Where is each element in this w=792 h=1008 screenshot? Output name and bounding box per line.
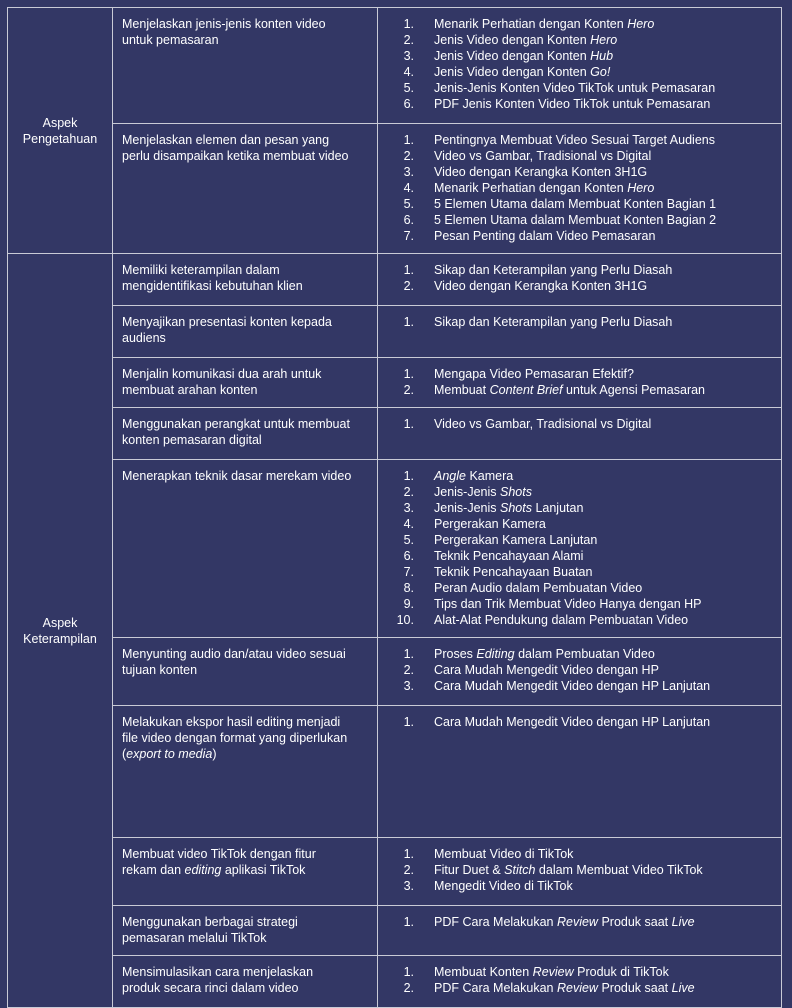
item-text: Video vs Gambar, Tradisional vs Digital	[434, 417, 652, 431]
material-item	[378, 366, 775, 382]
material-item	[378, 48, 775, 64]
item-text: PDF Cara Melakukan Review Produk saat Live	[434, 915, 695, 929]
item-number: 4.	[403, 181, 414, 195]
material-item	[378, 96, 775, 112]
material-item	[378, 862, 775, 878]
item-text: Pesan Penting dalam Video Pemasaran	[434, 229, 656, 243]
item-number: 3.	[403, 679, 414, 693]
material-item	[378, 416, 775, 432]
item-text: PDF Cara Melakukan Review Produk saat Live	[434, 981, 695, 995]
item-text: Jenis-Jenis Shots Lanjutan	[434, 501, 584, 515]
material-item	[378, 262, 775, 278]
competency-cell	[113, 838, 378, 906]
competency-text: Menjelaskan elemen dan pesan yang	[122, 133, 330, 147]
competency-text: (export to media)	[122, 747, 217, 761]
competency-cell	[113, 638, 378, 706]
item-number: 4.	[403, 65, 414, 79]
item-text: Menarik Perhatian dengan Konten Hero	[434, 181, 655, 195]
item-number: 7.	[403, 565, 414, 579]
table-row	[8, 124, 782, 254]
materials-cell	[378, 460, 782, 638]
item-text: Jenis Video dengan Konten Hero	[434, 33, 618, 47]
item-number: 6.	[403, 549, 414, 563]
item-number: 6.	[403, 213, 414, 227]
competency-text: Mensimulasikan cara menjelaskan	[122, 965, 314, 979]
table-row	[8, 638, 782, 706]
competency-text: Menjelaskan jenis-jenis konten video	[122, 17, 326, 31]
materials-cell	[378, 638, 782, 706]
item-text: Pentingnya Membuat Video Sesuai Target Audiens	[434, 133, 715, 147]
item-number: 1.	[403, 133, 414, 147]
item-number: 5.	[403, 533, 414, 547]
item-number: 2.	[403, 279, 414, 293]
item-text: Teknik Pencahayaan Alami	[434, 549, 584, 563]
materials-cell	[378, 706, 782, 838]
item-number: 2.	[403, 663, 414, 677]
competency-text: Menerapkan teknik dasar merekam video	[122, 469, 352, 483]
material-item	[378, 148, 775, 164]
material-item	[378, 846, 775, 862]
item-text: Jenis-Jenis Shots	[434, 485, 532, 499]
item-number: 2.	[403, 485, 414, 499]
material-item	[378, 468, 775, 484]
competency-text: Menjalin komunikasi dua arah untuk	[122, 367, 322, 381]
table-row	[8, 460, 782, 638]
competency-text: rekam dan editing aplikasi TikTok	[122, 863, 306, 877]
material-item	[378, 878, 775, 894]
material-item	[378, 180, 775, 196]
material-item	[378, 516, 775, 532]
item-text: Pergerakan Kamera	[434, 517, 546, 531]
item-text: Pergerakan Kamera Lanjutan	[434, 533, 598, 547]
competency-text: produk secara rinci dalam video	[122, 981, 299, 995]
competency-text: Menyajikan presentasi konten kepada	[122, 315, 332, 329]
competency-text: Menyunting audio dan/atau video sesuai	[122, 647, 346, 661]
item-number: 5.	[403, 197, 414, 211]
competency-cell	[113, 460, 378, 638]
material-item	[378, 500, 775, 516]
item-text: Menarik Perhatian dengan Konten Hero	[434, 17, 655, 31]
item-number: 3.	[403, 49, 414, 63]
material-item	[378, 714, 775, 730]
materials-cell	[378, 358, 782, 408]
item-text: Jenis Video dengan Konten Go!	[434, 65, 611, 79]
material-item	[378, 314, 775, 330]
material-item	[378, 662, 775, 678]
competency-cell	[113, 956, 378, 1008]
item-text: Jenis Video dengan Konten Hub	[434, 49, 614, 63]
item-number: 1.	[403, 915, 414, 929]
item-text: Alat-Alat Pendukung dalam Pembuatan Video	[434, 613, 689, 627]
aspect-label: Aspek	[42, 115, 78, 130]
materials-cell	[378, 306, 782, 358]
material-item	[378, 580, 775, 596]
item-text: Peran Audio dalam Pembuatan Video	[434, 581, 643, 595]
table-row	[8, 956, 782, 1008]
item-text: Video dengan Kerangka Konten 3H1G	[434, 165, 648, 179]
item-number: 2.	[403, 383, 414, 397]
material-item	[378, 16, 775, 32]
materials-cell	[378, 906, 782, 956]
material-item	[378, 484, 775, 500]
material-item	[378, 196, 775, 212]
item-number: 8.	[403, 581, 414, 595]
aspect-label: Pengetahuan	[22, 131, 98, 146]
competency-text: konten pemasaran digital	[122, 433, 262, 447]
material-item	[378, 596, 775, 612]
competency-text: Memiliki keterampilan dalam	[122, 263, 280, 277]
item-number: 1.	[403, 715, 414, 729]
item-text: Mengapa Video Pemasaran Efektif?	[434, 367, 634, 381]
competency-cell	[113, 408, 378, 460]
competency-text: Membuat video TikTok dengan fitur	[122, 847, 316, 861]
item-text: Jenis-Jenis Konten Video TikTok untuk Pemasaran	[434, 81, 716, 95]
material-item	[378, 80, 775, 96]
material-item	[378, 964, 775, 980]
material-item	[378, 32, 775, 48]
item-text: Angle Kamera	[434, 469, 514, 483]
item-text: Cara Mudah Mengedit Video dengan HP Lanjutan	[434, 679, 711, 693]
competency-cell	[113, 306, 378, 358]
curriculum-table	[7, 7, 782, 1008]
item-number: 1.	[403, 469, 414, 483]
item-number: 3.	[403, 501, 414, 515]
item-number: 1.	[403, 367, 414, 381]
competency-text: Melakukan ekspor hasil editing menjadi	[122, 715, 341, 729]
item-number: 10.	[396, 613, 414, 627]
item-text: Tips dan Trik Membuat Video Hanya dengan HP	[434, 597, 702, 611]
competency-text: mengidentifikasi kebutuhan klien	[122, 279, 303, 293]
competency-text: tujuan konten	[122, 663, 198, 677]
materials-cell	[378, 408, 782, 460]
material-item	[378, 980, 775, 996]
item-number: 3.	[403, 879, 414, 893]
item-number: 2.	[403, 863, 414, 877]
item-number: 1.	[403, 965, 414, 979]
item-text: Sikap dan Keterampilan yang Perlu Diasah	[434, 263, 673, 277]
competency-text: perlu disampaikan ketika membuat video	[122, 149, 349, 163]
table-row	[8, 254, 782, 306]
item-number: 4.	[403, 517, 414, 531]
competency-cell	[113, 254, 378, 306]
material-item	[378, 532, 775, 548]
item-number: 1.	[403, 263, 414, 277]
table-row	[8, 408, 782, 460]
material-item	[378, 914, 775, 930]
item-number: 3.	[403, 165, 414, 179]
material-item	[378, 382, 775, 398]
material-item	[378, 678, 775, 694]
materials-cell	[378, 254, 782, 306]
item-text: Sikap dan Keterampilan yang Perlu Diasah	[434, 315, 673, 329]
item-text: Cara Mudah Mengedit Video dengan HP	[434, 663, 659, 677]
item-number: 1.	[403, 17, 414, 31]
material-item	[378, 212, 775, 228]
item-number: 1.	[403, 647, 414, 661]
item-text: 5 Elemen Utama dalam Membuat Konten Bagian 1	[434, 197, 717, 211]
material-item	[378, 228, 775, 244]
materials-cell	[378, 8, 782, 124]
competency-cell	[113, 124, 378, 254]
item-number: 5.	[403, 81, 414, 95]
table-row	[8, 8, 782, 124]
aspect-cell	[8, 8, 113, 254]
table-row	[8, 306, 782, 358]
competency-text: Menggunakan berbagai strategi	[122, 915, 298, 929]
item-number: 7.	[403, 229, 414, 243]
aspect-label: Keterampilan	[23, 631, 97, 646]
competency-text: audiens	[122, 331, 166, 345]
item-number: 1.	[403, 847, 414, 861]
competency-cell	[113, 8, 378, 124]
item-text: Membuat Video di TikTok	[434, 847, 574, 861]
item-number: 6.	[403, 97, 414, 111]
item-number: 1.	[403, 315, 414, 329]
table-row	[8, 906, 782, 956]
item-number: 2.	[403, 149, 414, 163]
materials-cell	[378, 124, 782, 254]
competency-text: membuat arahan konten	[122, 383, 258, 397]
competency-text: file video dengan format yang diperlukan	[122, 731, 348, 745]
item-number: 2.	[403, 33, 414, 47]
item-text: Teknik Pencahayaan Buatan	[434, 565, 593, 579]
item-text: Cara Mudah Mengedit Video dengan HP Lanjutan	[434, 715, 711, 729]
item-text: Fitur Duet & Stitch dalam Membuat Video TikTok	[434, 863, 703, 877]
materials-cell	[378, 956, 782, 1008]
competency-text: untuk pemasaran	[122, 33, 219, 47]
item-text: Video dengan Kerangka Konten 3H1G	[434, 279, 648, 293]
competency-cell	[113, 906, 378, 956]
material-item	[378, 164, 775, 180]
material-item	[378, 278, 775, 294]
materials-cell	[378, 838, 782, 906]
aspect-label: Aspek	[42, 615, 78, 630]
item-number: 9.	[403, 597, 414, 611]
item-text: Video vs Gambar, Tradisional vs Digital	[434, 149, 652, 163]
competency-cell	[113, 358, 378, 408]
table-row	[8, 358, 782, 408]
item-text: 5 Elemen Utama dalam Membuat Konten Bagian 2	[434, 213, 717, 227]
competency-text: Menggunakan perangkat untuk membuat	[122, 417, 350, 431]
material-item	[378, 564, 775, 580]
competency-text: pemasaran melalui TikTok	[122, 931, 267, 945]
material-item	[378, 548, 775, 564]
material-item	[378, 132, 775, 148]
item-text: PDF Jenis Konten Video TikTok untuk Pemasaran	[434, 97, 711, 111]
item-text: Membuat Konten Review Produk di TikTok	[434, 965, 669, 979]
item-text: Proses Editing dalam Pembuatan Video	[434, 647, 655, 661]
item-number: 2.	[403, 981, 414, 995]
table-row	[8, 838, 782, 906]
aspect-cell	[8, 254, 113, 1008]
table-row	[8, 706, 782, 838]
material-item	[378, 612, 775, 628]
material-item	[378, 646, 775, 662]
item-text: Membuat Content Brief untuk Agensi Pemasaran	[434, 383, 706, 397]
item-number: 1.	[403, 417, 414, 431]
competency-cell	[113, 706, 378, 838]
item-text: Mengedit Video di TikTok	[434, 879, 573, 893]
material-item	[378, 64, 775, 80]
